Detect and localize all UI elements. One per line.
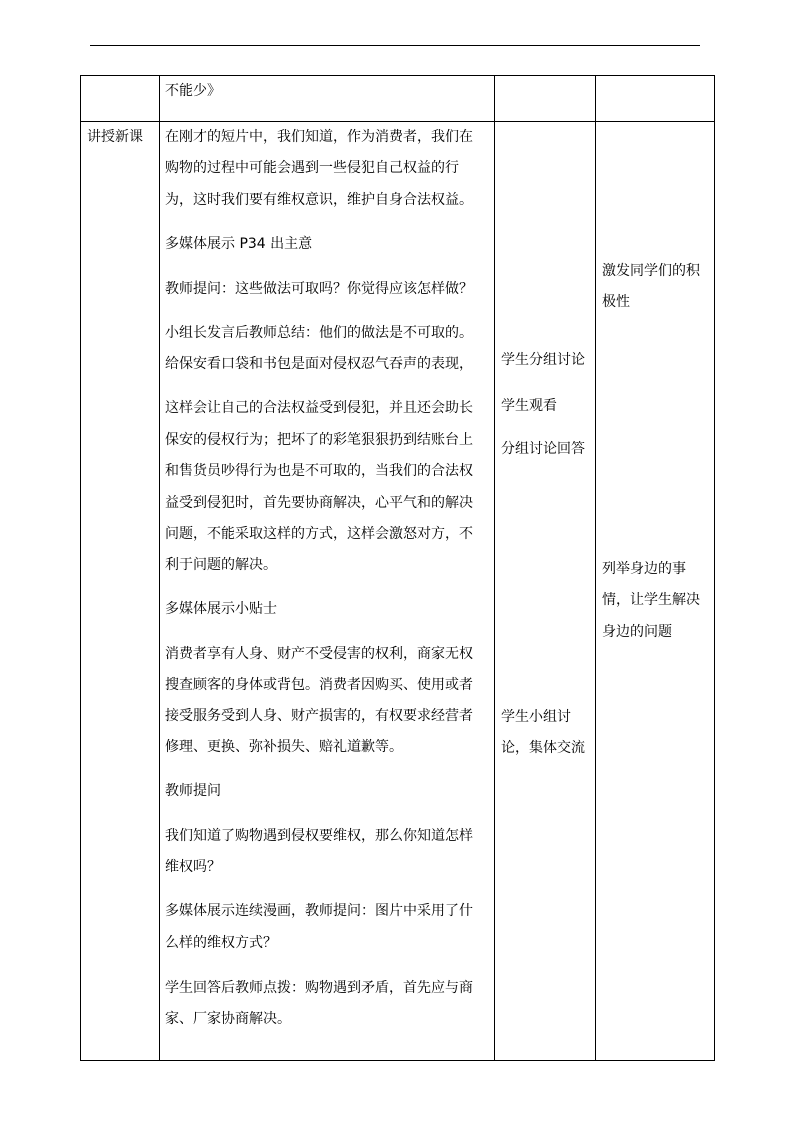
- content-line: 教师提问：这些做法可取吗？你觉得应该怎样做？: [165, 281, 473, 297]
- content-line: 修理、更换、弥补损失、赔礼道歉等。: [165, 739, 403, 755]
- student-line: 分组讨论回答: [501, 441, 585, 457]
- header-rule: [90, 45, 700, 46]
- content-line: 购物的过程中可能会遇到一些侵犯自己权益的行: [165, 160, 459, 176]
- student-line: 学生分组讨论: [501, 352, 585, 368]
- content-line: 家、厂家协商解决。: [165, 1011, 291, 1027]
- content-line: 为，这时我们要有维权意识，维护自身合法权益。: [165, 192, 473, 208]
- purpose-line: 列举身边的事: [602, 561, 686, 577]
- content-line: 保安的侵权行为；把坏了的彩笔狠狠扔到结账台上: [165, 432, 473, 448]
- purpose-line: 激发同学们的积: [602, 263, 700, 279]
- table-border-bottom: [80, 1060, 715, 1061]
- row1-content: 不能少》: [165, 83, 221, 99]
- content-line: 小组长发言后教师总结：他们的做法是不可取的。: [165, 325, 473, 341]
- table-border-left: [80, 75, 81, 1061]
- purpose-line: 身边的问题: [602, 624, 672, 640]
- content-line: 搜查顾客的身体或背包。消费者因购买、使用或者: [165, 677, 473, 693]
- content-line: 多媒体展示连续漫画，教师提问：图片中采用了什: [165, 903, 473, 919]
- content-line: 学生回答后教师点拨：购物遇到矛盾，首先应与商: [165, 980, 473, 996]
- content-line: 我们知道了购物遇到侵权要维权，那么你知道怎样: [165, 828, 473, 844]
- purpose-line: 极性: [602, 294, 630, 310]
- table-border-right: [714, 75, 715, 1061]
- column-divider: [595, 75, 596, 1061]
- content-line: 益受到侵犯时，首先要协商解决，心平气和的解决: [165, 495, 473, 511]
- content-line: 教师提问: [165, 783, 221, 799]
- content-line: 问题，不能采取这样的方式，这样会激怒对方，不: [165, 526, 473, 542]
- table-border-top: [80, 75, 715, 76]
- column-divider: [159, 75, 160, 1061]
- content-line: 多媒体展示小贴士: [165, 601, 277, 617]
- row-divider: [80, 121, 715, 122]
- content-line: 给保安看口袋和书包是面对侵权忍气吞声的表现，: [165, 356, 473, 372]
- content-line: 在刚才的短片中，我们知道，作为消费者，我们在: [165, 129, 473, 145]
- content-line: 这样会让自己的合法权益受到侵犯，并且还会助长: [165, 400, 473, 416]
- content-line: 和售货员吵得行为也是不可取的，当我们的合法权: [165, 463, 473, 479]
- purpose-line: 情，让学生解决: [602, 592, 700, 608]
- content-line: 么样的维权方式？: [165, 935, 277, 951]
- content-line: 维权吗？: [165, 859, 221, 875]
- student-line: 学生小组讨: [501, 709, 571, 725]
- content-line: 多媒体展示 P34 出主意: [165, 236, 313, 252]
- content-line: 接受服务受到人身、财产损害的，有权要求经营者: [165, 708, 473, 724]
- column-divider: [494, 75, 495, 1061]
- content-line: 消费者享有人身、财产不受侵害的权利，商家无权: [165, 646, 473, 662]
- student-line: 学生观看: [501, 398, 557, 414]
- section-label: 讲授新课: [87, 129, 143, 145]
- content-line: 利于问题的解决。: [165, 557, 277, 573]
- student-line: 论，集体交流: [501, 740, 585, 756]
